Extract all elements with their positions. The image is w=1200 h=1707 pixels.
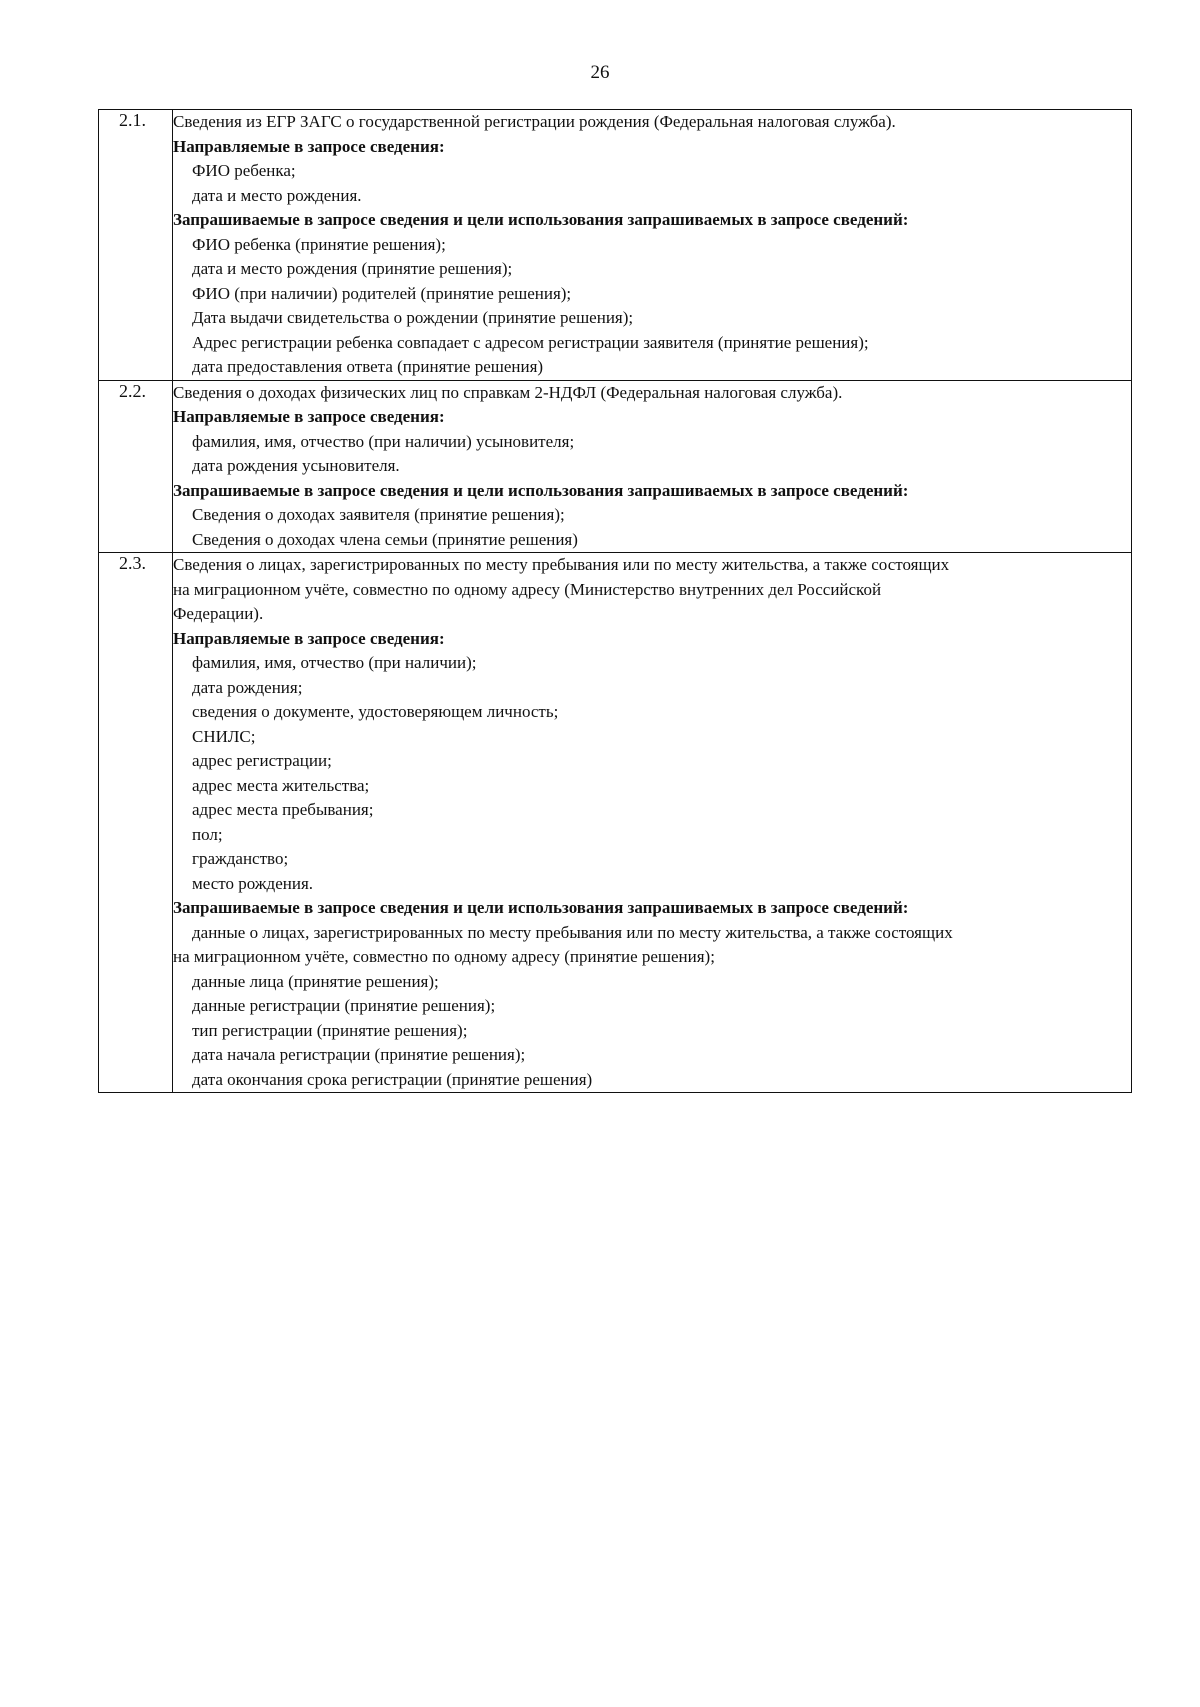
requested-item: дата начала регистрации (принятие решения); — [192, 1045, 526, 1064]
row-intro: Сведения о доходах физических лиц по справкам 2-НДФЛ (Федеральная налоговая служба). — [173, 382, 843, 402]
table-row — [99, 110, 1132, 381]
requested-heading: Запрашиваемые в запросе сведения и цели использования запрашиваемых в запросе сведений: — [173, 898, 909, 917]
row-number: 2.1. — [119, 110, 146, 130]
sent-heading: Направляемые в запросе сведения: — [173, 628, 445, 648]
row-number-cell — [99, 380, 173, 553]
sent-item: СНИЛС; — [192, 726, 256, 746]
requested-item: ФИО ребенка (принятие решения); — [192, 234, 446, 254]
sent-item: фамилия, имя, отчество (при наличии); — [192, 653, 477, 672]
sent-item: пол; — [192, 824, 223, 844]
requested-item: тип регистрации (принятие решения); — [192, 1020, 468, 1040]
sent-item: гражданство; — [192, 849, 289, 868]
requested-item: Дата выдачи свидетельства о рождении (принятие решения); — [192, 308, 634, 327]
row-intro-line: Федерации). — [173, 604, 264, 623]
row-intro-line: на миграционном учёте, совместно по одному адресу (Министерство внутренних дел Российской — [173, 579, 882, 599]
requested-item: Адрес регистрации ребенка совпадает с адресом регистрации заявителя (принятие решения); — [192, 332, 869, 352]
row-intro: Сведения из ЕГР ЗАГС о государственной регистрации рождения (Федеральная налоговая служба). — [173, 112, 896, 131]
requests-table — [98, 109, 1132, 1093]
table-row — [99, 553, 1132, 1093]
row-number: 2.3. — [119, 553, 146, 573]
requested-heading: Запрашиваемые в запросе сведения и цели использования запрашиваемых в запросе сведений: — [173, 210, 909, 229]
row-content-cell — [173, 553, 1132, 1093]
sent-item: фамилия, имя, отчество (при наличии) усыновителя; — [192, 431, 575, 451]
requested-item: данные регистрации (принятие решения); — [192, 996, 496, 1015]
sent-item: дата рождения; — [192, 677, 303, 697]
sent-item: дата и место рождения. — [192, 185, 362, 205]
requested-item: данные лица (принятие решения); — [192, 971, 439, 991]
requested-item: данные о лицах, зарегистрированных по месту пребывания или по месту жительства, а также состоящих — [192, 922, 953, 942]
table-row — [99, 380, 1132, 553]
row-number-cell — [99, 110, 173, 381]
sent-item: ФИО ребенка; — [192, 161, 296, 180]
requested-item: Сведения о доходах заявителя (принятие решения); — [192, 505, 565, 524]
sent-item: место рождения. — [192, 873, 314, 893]
requested-item: дата окончания срока регистрации (принятие решения) — [192, 1069, 593, 1089]
requested-item-continuation: на миграционном учёте, совместно по одному адресу (принятие решения); — [173, 947, 715, 966]
sent-item: сведения о документе, удостоверяющем личность; — [192, 702, 559, 721]
page-number: 26 — [590, 62, 610, 83]
row-intro-line: Сведения о лицах, зарегистрированных по месту пребывания или по месту жительства, а также состоящих — [173, 555, 950, 574]
sent-heading: Направляемые в запросе сведения: — [173, 407, 445, 426]
requested-item: ФИО (при наличии) родителей (принятие решения); — [192, 283, 572, 303]
requested-item: Сведения о доходах члена семьи (принятие решения) — [192, 529, 578, 549]
requested-heading: Запрашиваемые в запросе сведения и цели использования запрашиваемых в запросе сведений: — [173, 480, 909, 500]
row-content-cell — [173, 380, 1132, 553]
row-number: 2.2. — [119, 380, 146, 401]
row-content-cell — [173, 110, 1132, 381]
sent-item: адрес регистрации; — [192, 751, 332, 770]
row-number-cell — [99, 553, 173, 1093]
requested-item: дата и место рождения (принятие решения); — [192, 259, 513, 278]
sent-item: адрес места жительства; — [192, 775, 370, 795]
sent-item: адрес места пребывания; — [192, 800, 374, 819]
sent-heading: Направляемые в запросе сведения: — [173, 136, 445, 156]
requested-item: дата предоставления ответа (принятие решения) — [192, 357, 544, 376]
sent-item: дата рождения усыновителя. — [192, 456, 400, 475]
